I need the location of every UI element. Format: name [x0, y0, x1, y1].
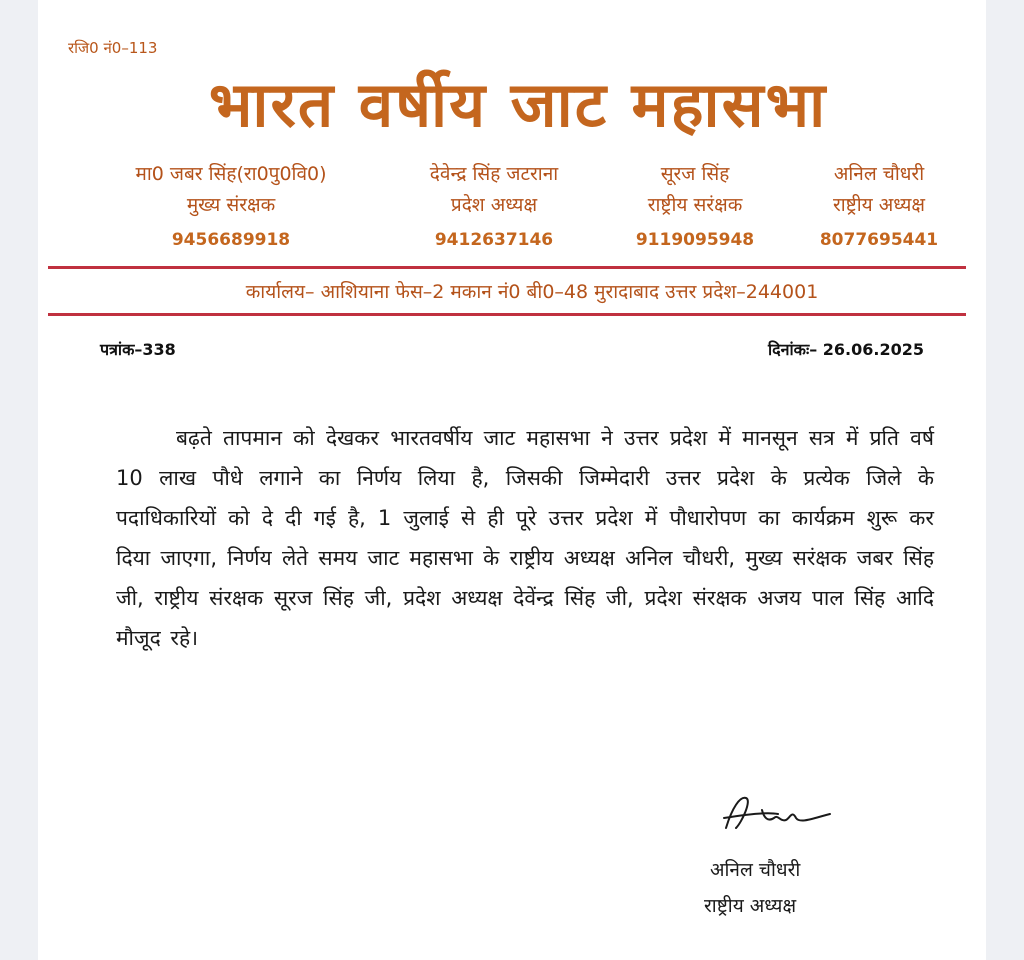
- officer-name: सूरज सिंह: [660, 163, 730, 185]
- header-divider-top: [48, 266, 966, 269]
- officer-name: देवेन्द्र सिंह जटराना: [429, 163, 559, 185]
- registration-number: रजि0 नं0–113: [68, 39, 158, 57]
- officer-designation: प्रदेश अध्यक्ष: [450, 194, 538, 216]
- office-address: कार्यालय– आशियाना फेस–2 मकान नं0 बी0–48 मुरादाबाद उत्तर प्रदेश–244001: [245, 281, 819, 303]
- officer-phone: 8077695441: [819, 230, 939, 250]
- officer-state-president: [384, 160, 604, 258]
- officer-phone: 9456689918: [171, 230, 291, 250]
- organization-title: भारत वर्षीय जाट महासभा: [208, 68, 828, 141]
- officer-national-president: [794, 160, 964, 258]
- officer-name: मा0 जबर सिंह(रा0पु0वि0): [135, 163, 327, 185]
- officer-designation: मुख्य संरक्षक: [186, 194, 276, 216]
- officer-name: अनिल चौधरी: [833, 163, 925, 185]
- letter-date: दिनांकः– 26.06.2025: [768, 340, 924, 359]
- signature: [718, 788, 838, 838]
- officer-designation: राष्ट्रीय सरंक्षक: [647, 194, 743, 216]
- officer-national-patron: [606, 160, 784, 258]
- header-divider-bottom: [48, 313, 966, 316]
- officer-designation: राष्ट्रीय अध्यक्ष: [832, 194, 926, 216]
- signatory-name: अनिल चौधरी: [710, 859, 801, 881]
- officer-phone: 9412637146: [434, 230, 554, 250]
- officer-phone: 9119095948: [635, 230, 755, 250]
- letter-body: बढ़ते तापमान को देखकर भारतवर्षीय जाट महासभा ने उत्तर प्रदेश में मानसून सत्र में प्रति वर्ष 10 लाख पौधे लगाने का निर्णय लिया है, जिसकी जिम्मेदारी उत्तर प्रदेश के प्रत्येक जिले के पदाधिकारियों को दे दी गई है, 1 जुलाई से ही पूरे उत्तर प्रदेश में पौधारोपण का कार्यक्रम शुरू कर दिया जाएगा, निर्णय लेते समय जाट महासभा के राष्ट्रीय अध्यक्ष अनिल चौधरी, मुख्य सरंक्षक जबर सिंह जी, राष्ट्रीय संरक्षक सूरज सिंह जी, प्रदेश अध्यक्ष देवेंन्द्र सिंह जी, प्रदेश संरक्षक अजय पाल सिंह आदि मौजूद रहे।: [116, 426, 934, 650]
- signatory-designation: राष्ट्रीय अध्यक्ष: [704, 895, 797, 917]
- letter-reference: पत्रांक–338: [100, 340, 176, 359]
- officers-row: [38, 160, 986, 270]
- letterhead-page: [38, 0, 986, 960]
- officer-patron: [96, 160, 366, 258]
